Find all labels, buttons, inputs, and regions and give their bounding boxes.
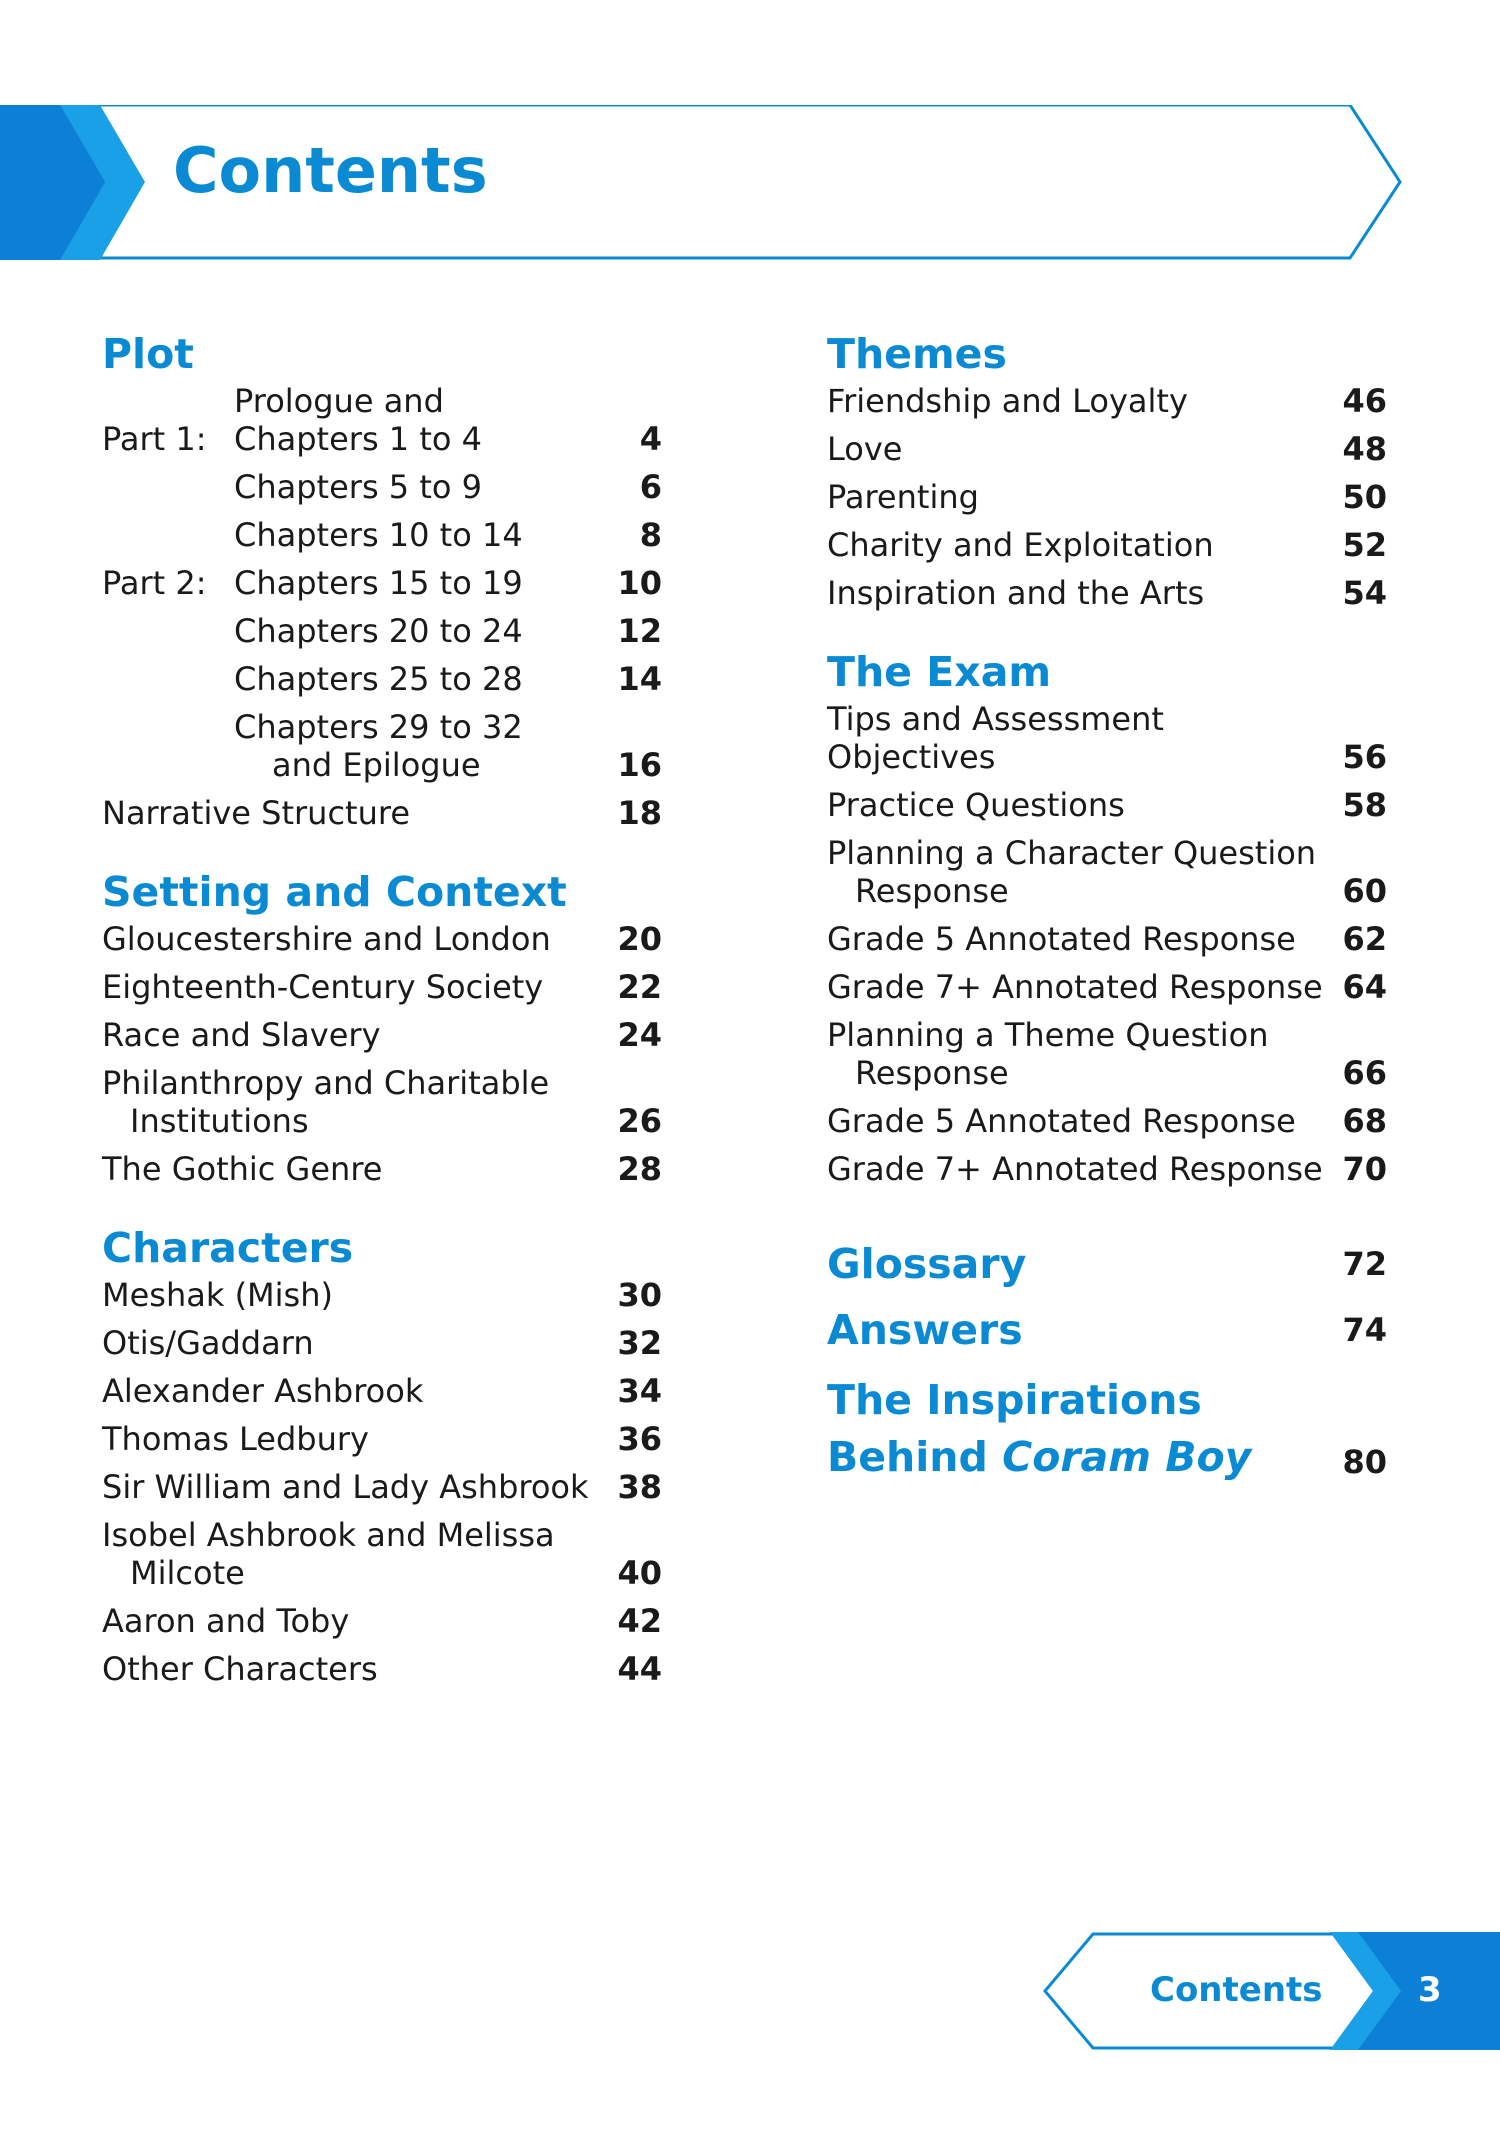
- contents-banner: [0, 105, 1500, 260]
- page-number: 52: [1342, 526, 1387, 564]
- section-heading-characters[interactable]: Characters: [102, 1224, 354, 1272]
- page-number: 66: [1342, 1054, 1387, 1092]
- toc-entry[interactable]: Chapters 5 to 9 6: [234, 468, 662, 506]
- page-number: 24: [617, 1016, 662, 1054]
- toc-entry[interactable]: Other Characters 44: [102, 1650, 662, 1688]
- page-number: 28: [617, 1150, 662, 1188]
- page-number: 8: [639, 516, 662, 554]
- page-number: 64: [1342, 968, 1387, 1006]
- section-setting-and-context: [102, 868, 662, 1188]
- toc-entry[interactable]: Planning a Character Question Response 60: [827, 834, 1387, 910]
- page-number: 56: [1342, 738, 1387, 776]
- toc-entry[interactable]: Alexander Ashbrook 34: [102, 1372, 662, 1410]
- toc-entry[interactable]: Thomas Ledbury 36: [102, 1420, 662, 1458]
- page-number: 22: [617, 968, 662, 1006]
- page-number: 34: [617, 1372, 662, 1410]
- toc-entry[interactable]: Gloucestershire and London 20: [102, 920, 662, 958]
- section-heading-glossary[interactable]: Glossary 72: [827, 1240, 1387, 1288]
- page-number: 70: [1342, 1150, 1387, 1188]
- page-number: 80: [1342, 1443, 1387, 1481]
- toc-entry[interactable]: Part 1: Prologue and Chapters 1 to 4 4: [102, 382, 662, 458]
- page-number: 46: [1342, 382, 1387, 420]
- footer-page-number: 3: [1418, 1970, 1442, 2010]
- toc-right-column: [827, 330, 1387, 1490]
- toc-entry[interactable]: The Gothic Genre 28: [102, 1150, 662, 1188]
- toc-entry[interactable]: Eighteenth-Century Society 22: [102, 968, 662, 1006]
- toc-entry[interactable]: Isobel Ashbrook and Melissa Milcote 40: [102, 1516, 662, 1592]
- toc-entry[interactable]: Grade 5 Annotated Response 62: [827, 920, 1387, 958]
- toc-entry[interactable]: Otis/Gaddarn 32: [102, 1324, 662, 1362]
- toc-entry[interactable]: Parenting 50: [827, 478, 1387, 516]
- toc-entry[interactable]: Tips and Assessment Objectives 56: [827, 700, 1387, 776]
- section-heading-inspirations[interactable]: The Inspirations Behind Coram Boy 80: [827, 1372, 1387, 1486]
- page-number: 32: [617, 1324, 662, 1362]
- toc-entry[interactable]: Practice Questions 58: [827, 786, 1387, 824]
- page-number: 42: [617, 1602, 662, 1640]
- section-heading-setting[interactable]: Setting and Context: [102, 868, 567, 916]
- section-plot: [102, 330, 662, 832]
- toc-entry[interactable]: Grade 7+ Annotated Response 64: [827, 968, 1387, 1006]
- toc-entry[interactable]: Narrative Structure 18: [102, 794, 662, 832]
- toc-entry[interactable]: Aaron and Toby 42: [102, 1602, 662, 1640]
- page-number: 14: [617, 660, 662, 698]
- page-number: 36: [617, 1420, 662, 1458]
- section-themes: [827, 330, 1387, 612]
- toc-entry[interactable]: Charity and Exploitation 52: [827, 526, 1387, 564]
- page-number: 60: [1342, 872, 1387, 910]
- toc-left-column: [102, 330, 662, 1724]
- page-number: 40: [617, 1554, 662, 1592]
- toc-entry[interactable]: Meshak (Mish) 30: [102, 1276, 662, 1314]
- page-number: 4: [639, 420, 662, 458]
- page-number: 20: [617, 920, 662, 958]
- page-number: 68: [1342, 1102, 1387, 1140]
- toc-entry[interactable]: Sir William and Lady Ashbrook 38: [102, 1468, 662, 1506]
- page-number: 44: [617, 1650, 662, 1688]
- page-number: 54: [1342, 574, 1387, 612]
- page-number: 58: [1342, 786, 1387, 824]
- page-number: 48: [1342, 430, 1387, 468]
- section-heading-themes[interactable]: Themes: [827, 330, 1007, 378]
- page-number: 30: [617, 1276, 662, 1314]
- toc-entry[interactable]: Grade 5 Annotated Response 68: [827, 1102, 1387, 1140]
- toc-entry[interactable]: Grade 7+ Annotated Response 70: [827, 1150, 1387, 1188]
- toc-entry[interactable]: Friendship and Loyalty 46: [827, 382, 1387, 420]
- page-number: 6: [639, 468, 662, 506]
- page-number: 10: [617, 564, 662, 602]
- toc-entry[interactable]: Love 48: [827, 430, 1387, 468]
- page-title: Contents: [173, 134, 488, 207]
- toc-entry[interactable]: Part 2: Chapters 15 to 19 10: [102, 564, 662, 602]
- toc-entry[interactable]: Chapters 20 to 24 12: [234, 612, 662, 650]
- section-the-exam: [827, 648, 1387, 1188]
- page-number: 16: [617, 746, 662, 784]
- toc-entry[interactable]: Race and Slavery 24: [102, 1016, 662, 1054]
- section-characters: [102, 1224, 662, 1688]
- footer-label: Contents: [1150, 1970, 1323, 2010]
- footer-page-tab: [1043, 1932, 1500, 2050]
- page-number: 18: [617, 794, 662, 832]
- section-heading-plot[interactable]: Plot: [102, 330, 194, 378]
- page-number: 38: [617, 1468, 662, 1506]
- toc-entry[interactable]: Philanthropy and Charitable Institutions 26: [102, 1064, 662, 1140]
- page-number: 74: [1342, 1311, 1387, 1349]
- toc-entry[interactable]: Inspiration and the Arts 54: [827, 574, 1387, 612]
- section-heading-answers[interactable]: Answers 74: [827, 1306, 1387, 1354]
- page-number: 50: [1342, 478, 1387, 516]
- toc-entry[interactable]: Planning a Theme Question Response 66: [827, 1016, 1387, 1092]
- toc-entry[interactable]: Chapters 29 to 32 and Epilogue 16: [234, 708, 662, 784]
- section-heading-exam[interactable]: The Exam: [827, 648, 1052, 696]
- toc-entry[interactable]: Chapters 10 to 14 8: [234, 516, 662, 554]
- page-number: 26: [617, 1102, 662, 1140]
- page-number: 62: [1342, 920, 1387, 958]
- page-number: 12: [617, 612, 662, 650]
- toc-entry[interactable]: Chapters 25 to 28 14: [234, 660, 662, 698]
- page-number: 72: [1342, 1245, 1387, 1283]
